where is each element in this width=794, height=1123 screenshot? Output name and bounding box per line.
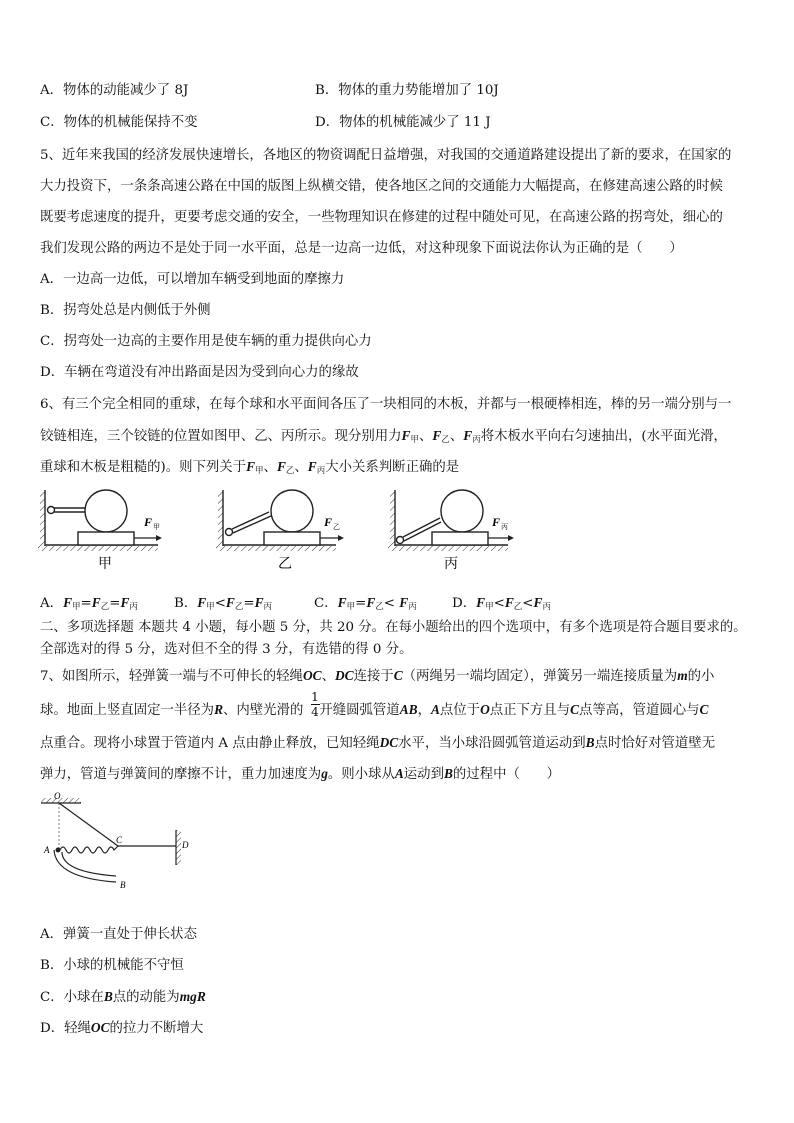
q6-stem-line-3: 重球和木板是粗糙的)。则下列关于$F_甲$、$F_乙$、$F_丙$大小关系判断正确的是 [40,459,460,476]
q4-option-d: D．物体的机械能减少了 11 J [315,115,491,130]
q7-stem-line-2: 球。地面上竖直固定一半径为R、内壁光滑的 开缝圆弧管道AB，A点位于O点正下方且与C点等高，管道圆心与C [40,702,709,718]
figure-yi [216,490,344,572]
label-c: C [116,835,123,845]
figure-label-yi: 乙 [278,557,292,572]
q5-stem-line-4: 我们发现公路的两边不是处于同一水平面，总是一边高一边低，对这种现象下面说法你认为正确的是（ ） [40,241,683,256]
force-label-jia: F [144,515,153,529]
q6-option-a: A．$F_甲=F_乙=F_丙$ [40,595,138,612]
q5-stem-line-1: 5、近年来我国的经济发展快速增长，各地区的物资调配日益增强，对我国的交通道路建设提出了新的要求，在国家的 [40,148,732,163]
figure-label-bing: 丙 [444,557,458,572]
figure-bing [388,490,514,572]
q7-option-a: A．弹簧一直处于伸长状态 [40,927,197,942]
q4-option-a: A．物体的动能减少了 8J [40,83,189,98]
svg-text:丙: 丙 [501,523,508,531]
q7-stem-line-4: 弹力，管道与弹簧间的摩擦不计，重力加速度为g。则小球从A运动到B的过程中（ ） [40,766,561,782]
q4-option-b: B．物体的重力势能增加了 10J [315,83,499,98]
q7-option-d: D．轻绳OC的拉力不断增大 [40,1020,204,1036]
label-o: O [54,791,61,801]
q5-option-d: D．车辆在弯道没有冲出路面是因为受到向心力的缘故 [40,365,359,380]
q7-option-c: C．小球在B点的动能为mgR [40,989,206,1005]
q5-option-a: A．一边高一边低，可以增加车辆受到地面的摩擦力 [40,272,345,287]
svg-text:乙: 乙 [333,523,340,531]
q6-stem-line-2: 铰链相连，三个铰链的位置如图甲、乙、丙所示。现分别用力$F_甲$、$F_乙$、$F_丙$将木板水平向右匀速抽出，(水平面光滑， [40,428,727,445]
label-b: B [120,880,126,890]
section2-instructions-2: 全部选对的得 5 分，选对但不全的得 3 分，有选错的得 0 分。 [40,642,413,657]
q7-stem-line-3: 点重合。现将小球置于管道内 A 点由静止释放，已知轻绳DC水平，当小球沿圆弧管道运动到B点时恰好对管道壁无 [40,735,716,751]
q5-stem-line-2: 大力投资下，一条条高速公路在中国的版图上纵横交错，使各地区之间的交通能力大幅提高，在修建高速公路的时候 [40,179,723,194]
q7-stem-line-1: 7、如图所示，轻弹簧一端与不可伸长的轻绳OC、DC连接于C（两绳另一端均固定），弹簧另一端连接质量为m的小 [40,668,715,684]
q6-option-c: C．$F_甲=F_乙< F_丙$ [314,595,417,612]
force-label-bing: F [492,515,501,529]
label-d: D [182,840,189,850]
force-label-yi: F [324,515,333,529]
fraction-one-quarter: 1 4 [311,690,319,719]
q7-option-b: B．小球的机械能不守恒 [40,958,184,973]
q5-option-b: B．拐弯处总是内侧低于外侧 [40,303,211,318]
q6-option-d: D．$F_甲<F_乙<F_丙$ [452,595,551,612]
q6-figures [38,484,538,574]
section2-instructions-1: 二、多项选择题 本题共 4 小题，每小题 5 分，共 20 分。在每小题给出的四个选项中，有多个选项是符合题目要求的。 [40,620,747,635]
q6-option-b: B．$F_甲<F_乙=F_丙$ [174,595,273,612]
figure-label-jia: 甲 [98,557,112,572]
svg-text:甲: 甲 [153,523,160,531]
label-a: A [44,845,50,855]
q4-option-c: C．物体的机械能保持不变 [40,115,198,130]
q5-option-c: C．拐弯处一边高的主要作用是使车辆的重力提供向心力 [40,334,372,349]
q7-figure [36,790,206,890]
q6-stem-line-1: 6、有三个完全相同的重球，在每个球和水平面间各压了一块相同的木板，并都与一根硬棒相连，棒的另一端分别与一 [40,397,732,412]
q5-stem-line-3: 既要考虑速度的提升，更要考虑交通的安全，一些物理知识在修建的过程中随处可见，在高速公路的拐弯处，细心的 [40,210,723,225]
figure-jia [38,490,162,572]
